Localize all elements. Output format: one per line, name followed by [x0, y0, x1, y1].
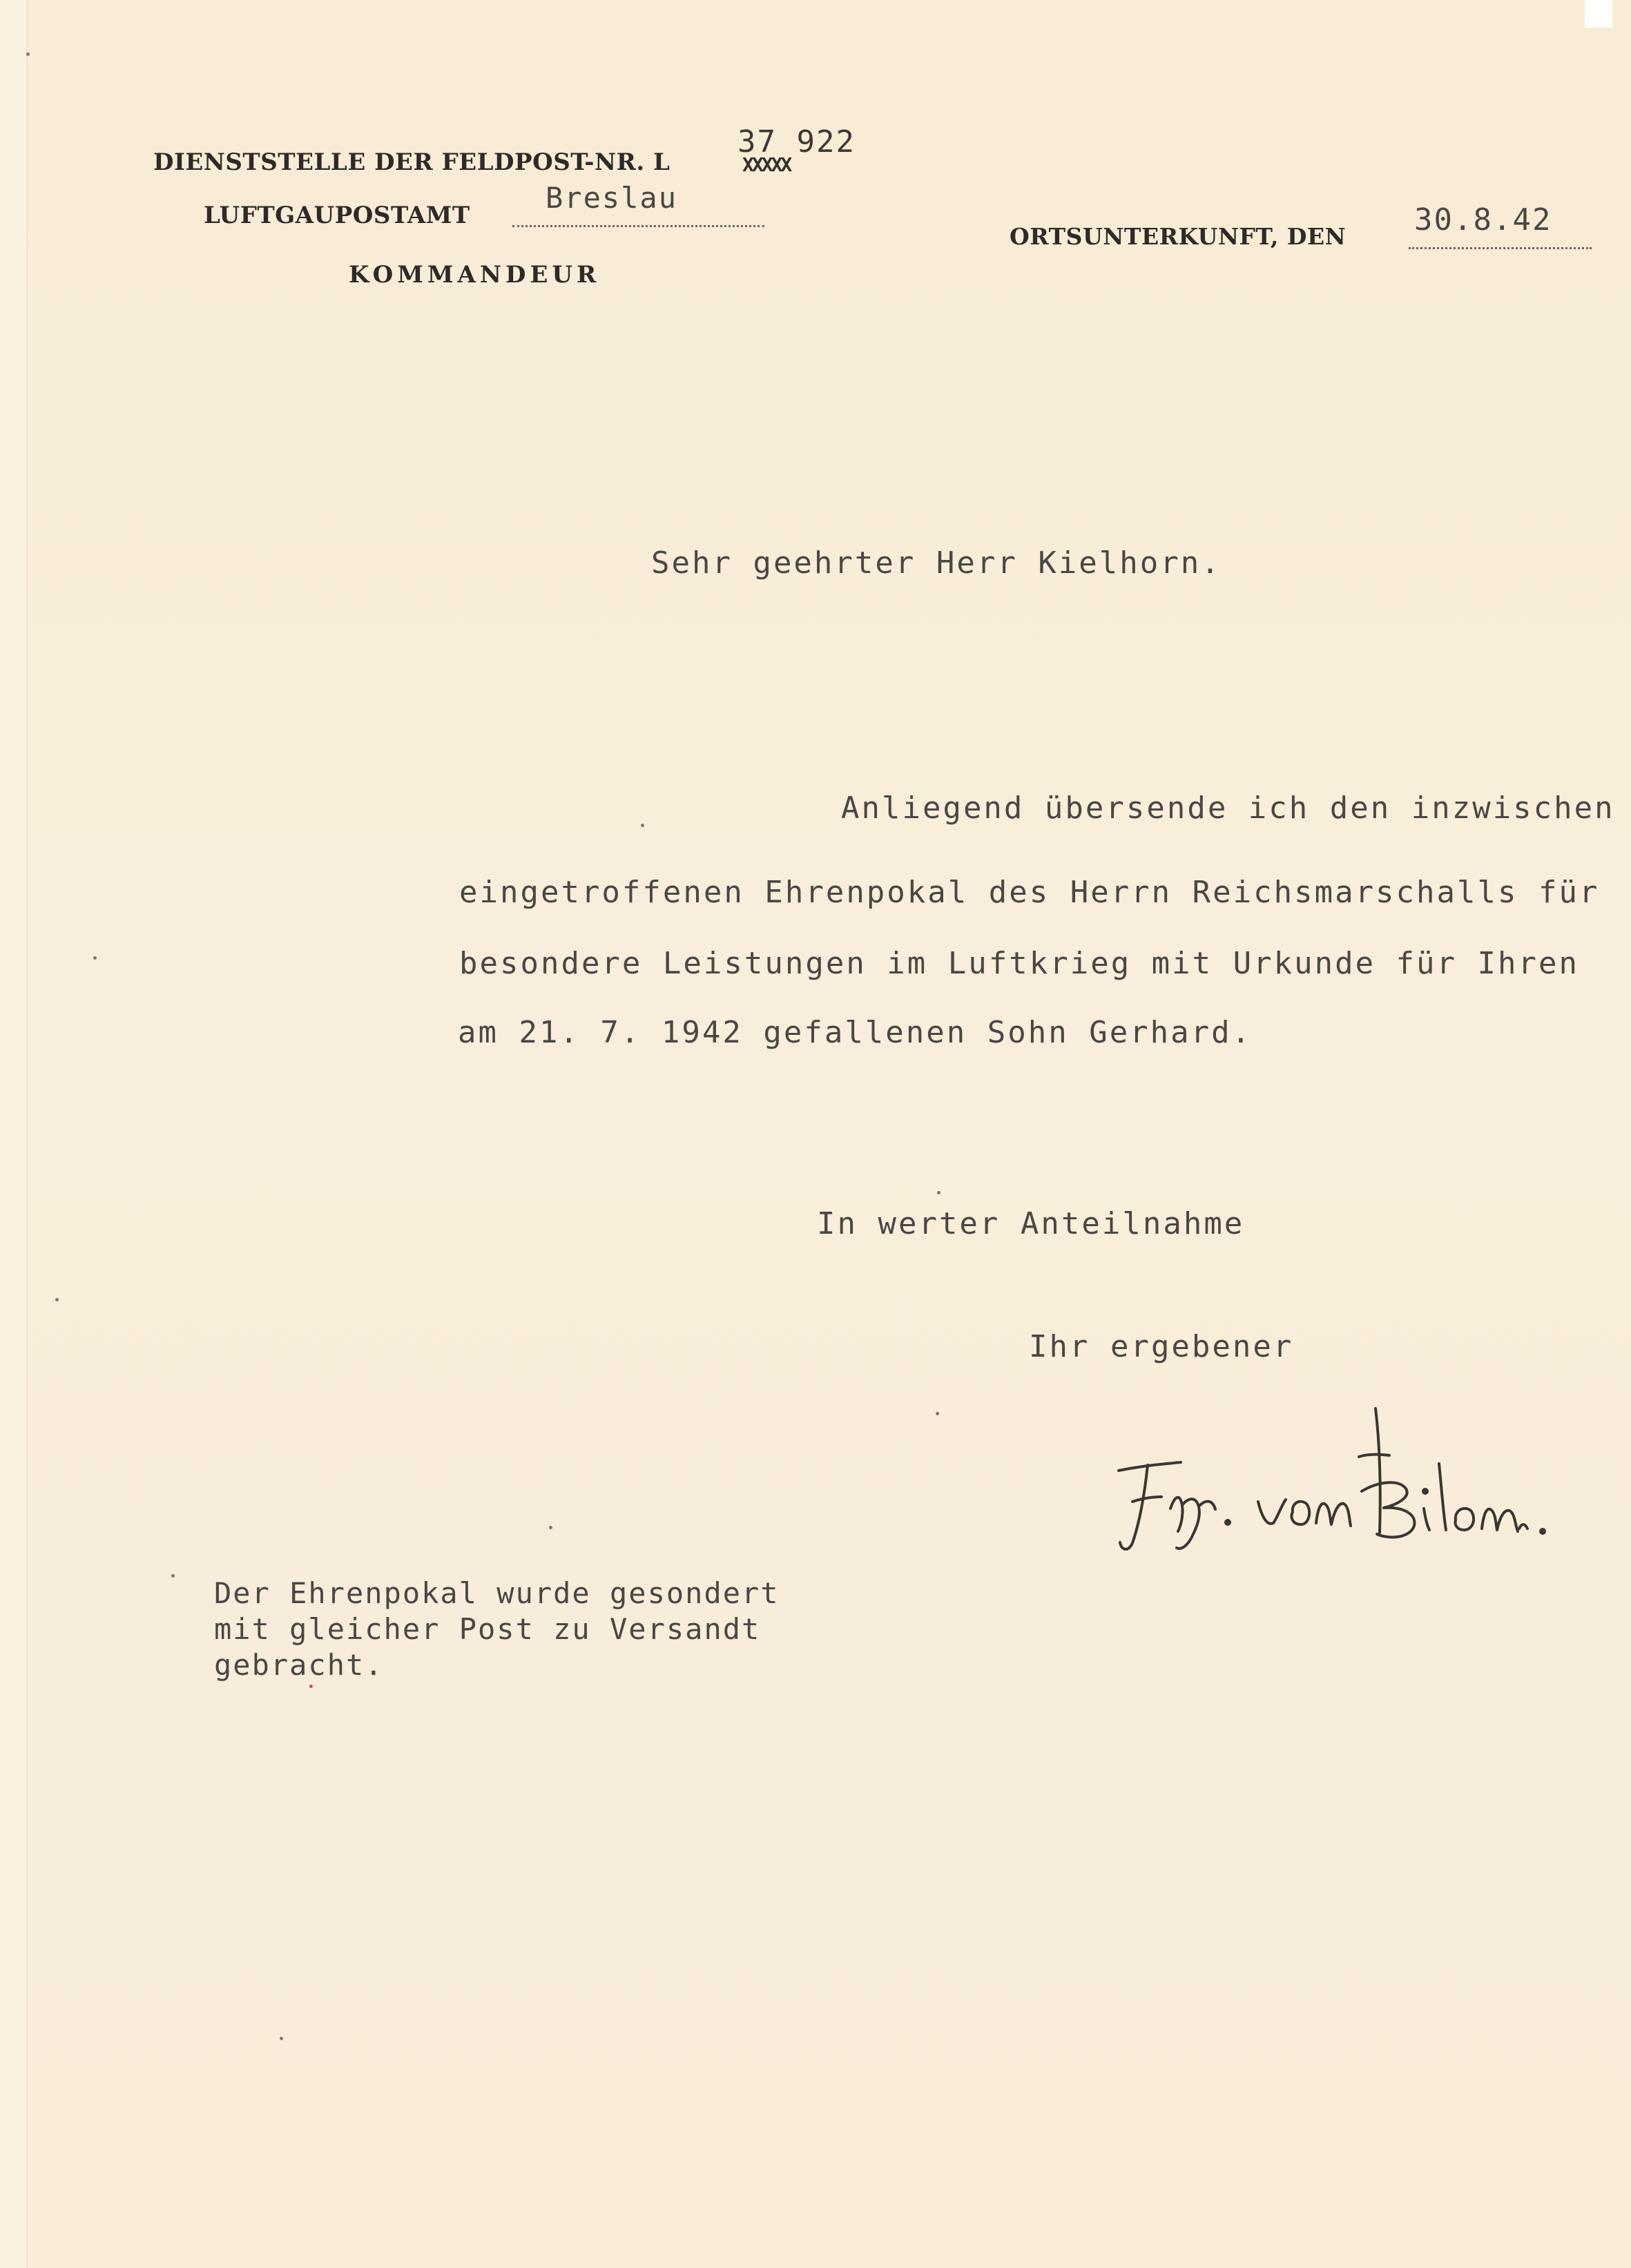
closing-line: In werter Anteilnahme [817, 1206, 1245, 1241]
body-line-3: besondere Leistungen im Luftkrieg mit Urkunde für Ihren [459, 946, 1579, 981]
feldpost-label: DIENSTSTELLE DER FELDPOST-NR. L [153, 148, 670, 176]
postamt-dotted-line [512, 225, 764, 227]
body-line-1: Anliegend übersende ich den inzwischen [841, 791, 1615, 826]
paper-speck [171, 1574, 175, 1578]
paper-speck [309, 1685, 313, 1688]
scan-corner-gap [1585, 0, 1612, 28]
paper-speck [26, 52, 30, 56]
letter-page [26, 0, 1631, 2268]
footnote-line-2: mit gleicher Post zu Versandt [214, 1612, 761, 1646]
footnote-line-1: Der Ehrenpokal wurde gesondert [214, 1576, 780, 1610]
paper-speck [549, 1526, 552, 1529]
body-line-4: am 21. 7. 1942 gefallenen Sohn Gerhard. [458, 1015, 1253, 1050]
paper-speck [937, 1191, 940, 1194]
kommandeur-title: KOMMANDEUR [349, 261, 601, 289]
paper-speck [641, 824, 644, 827]
postamt-label: LUFTGAUPOSTAMT [204, 202, 470, 229]
feldpost-number: 37 922 [737, 124, 856, 159]
letter-date: 30.8.42 [1414, 202, 1552, 238]
handwritten-signature [1105, 1388, 1554, 1567]
feldpost-struck-out: XXXXX [742, 153, 791, 176]
salutation: Sehr geehrter Herr Kielhorn. [651, 545, 1222, 581]
body-line-2: eingetroffenen Ehrenpokal des Herrn Reichsmarschalls für [459, 875, 1600, 910]
footnote-line-3: gebracht. [214, 1648, 384, 1682]
paper-speck [280, 2037, 283, 2040]
paper-speck [93, 956, 97, 960]
valediction: Ihr ergebener [1029, 1329, 1294, 1364]
date-dotted-line [1409, 247, 1592, 249]
paper-speck [936, 1412, 939, 1415]
postamt-value: Breslau [546, 181, 678, 215]
paper-speck [55, 1298, 59, 1301]
ort-label: ORTSUNTERKUNFT, DEN [1010, 223, 1347, 250]
